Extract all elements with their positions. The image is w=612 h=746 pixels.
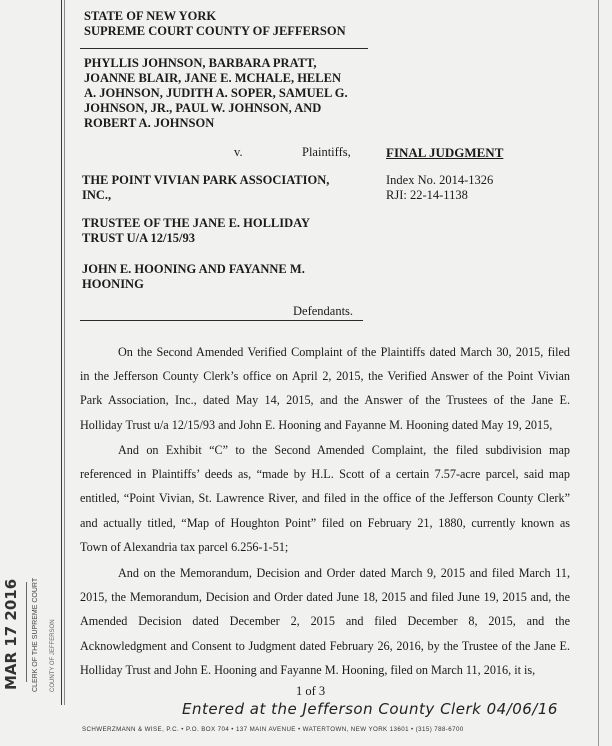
page-number: 1 of 3: [296, 684, 326, 698]
plaintiff-line: JOANNE BLAIR, JANE E. MCHALE, HELEN: [84, 71, 341, 85]
defendant-line: HOONING: [82, 277, 144, 291]
stamp-county: COUNTY OF JEFFERSON: [50, 619, 56, 692]
paragraph-line: 2015, the Memorandum, Decision and Order dated June 18, 2015 and filed June 19, 2015 and, the: [80, 590, 570, 605]
caption-bottom-rule: [80, 320, 363, 321]
state-heading: STATE OF NEW YORK: [84, 9, 217, 23]
defendant-line: INC.,: [82, 188, 112, 202]
paragraph-line: entitled, “Point Vivian, St. Lawrence River, and filed in the office of the Jefferson County Clerk”: [80, 491, 570, 506]
right-margin-line: [598, 0, 599, 746]
defendant-line: THE POINT VIVIAN PARK ASSOCIATION,: [82, 173, 330, 187]
versus-label: v.: [234, 145, 243, 159]
defendants-role: Defendants.: [293, 304, 354, 318]
document-title: FINAL JUDGMENT: [386, 145, 504, 160]
body-paragraph: [80, 561, 570, 682]
rji-number: RJI: 22-14-1138: [386, 188, 468, 202]
caption-top-rule: [80, 48, 368, 49]
body-paragraph: [80, 438, 570, 559]
paragraph-line: Park Association, Inc., dated May 14, 2015, and the Answer of the Trustees of the Jane E.: [80, 393, 570, 408]
defendant-line: TRUST U/A 12/15/93: [82, 231, 195, 245]
handwritten-entry-note: Entered at the Jefferson County Clerk 04/06/16: [182, 700, 558, 718]
paragraph-line: And on the Memorandum, Decision and Order dated March 9, 2015 and filed March 11,: [118, 566, 570, 580]
filing-stamp: [2, 572, 64, 692]
index-number: Index No. 2014-1326: [386, 173, 494, 187]
body-paragraph: [80, 340, 570, 437]
plaintiff-line: ROBERT A. JOHNSON: [84, 116, 215, 130]
plaintiff-line: A. JOHNSON, JUDITH A. SOPER, SAMUEL G.: [84, 86, 348, 100]
paragraph-line: Holliday Trust u/a 12/15/93 and John E. Hooning and Fayanne M. Hooning dated May 19, 2015,: [80, 417, 553, 432]
court-heading: SUPREME COURT COUNTY OF JEFFERSON: [84, 24, 346, 38]
defendant-line: TRUSTEE OF THE JANE E. HOLLIDAY: [82, 216, 311, 230]
stamp-date: MAR 17 2016: [2, 578, 20, 690]
stamp-divider: [26, 582, 27, 682]
paragraph-line: referenced in Plaintiffs’ deeds as, “made by H.L. Scott of a certain 7.57-acre parcel, said map: [80, 467, 570, 482]
plaintiff-line: JOHNSON, JR., PAUL W. JOHNSON, AND: [84, 101, 322, 115]
defendant-line: JOHN E. HOONING AND FAYANNE M.: [82, 262, 305, 276]
stamp-clerk: CLERK OF THE SUPREME COURT: [32, 577, 39, 692]
paragraph-line: Town of Alexandria tax parcel 6.256-1-51;: [80, 539, 289, 554]
paragraph-line: And on Exhibit “C” to the Second Amended Complaint, the filed subdivision map: [118, 443, 570, 457]
left-margin-line-inner: [64, 0, 65, 705]
paragraph-line: and actually titled, “Map of Houghton Point” filed on February 21, 1880, currently known as: [80, 515, 570, 530]
paragraph-line: Acknowledgment and Consent to Judgment dated February 26, 2016, by the Trustee of the Jane E.: [80, 638, 570, 653]
paragraph-line: Holliday Trust and John E. Hooning and Fayanne M. Hooning, filed on March 11, 2016, it is,: [80, 662, 536, 677]
firm-footer: SCHWERZMANN & WISE, P.C. • P.O. BOX 704 • 137 MAIN AVENUE • WATERTOWN, NEW YORK 13601 • (315) 788-6700: [82, 726, 464, 733]
plaintiffs-role: Plaintiffs,: [302, 145, 351, 159]
paragraph-line: On the Second Amended Verified Complaint of the Plaintiffs dated March 30, 2015, filed: [118, 345, 570, 359]
paragraph-line: Amended Decision dated December 2, 2015 and filed December 8, 2015, and the: [80, 614, 570, 629]
paragraph-line: in the Jefferson County Clerk’s office on April 2, 2015, the Verified Answer of the Point Vivian: [80, 369, 570, 384]
plaintiff-line: PHYLLIS JOHNSON, BARBARA PRATT,: [84, 56, 317, 70]
